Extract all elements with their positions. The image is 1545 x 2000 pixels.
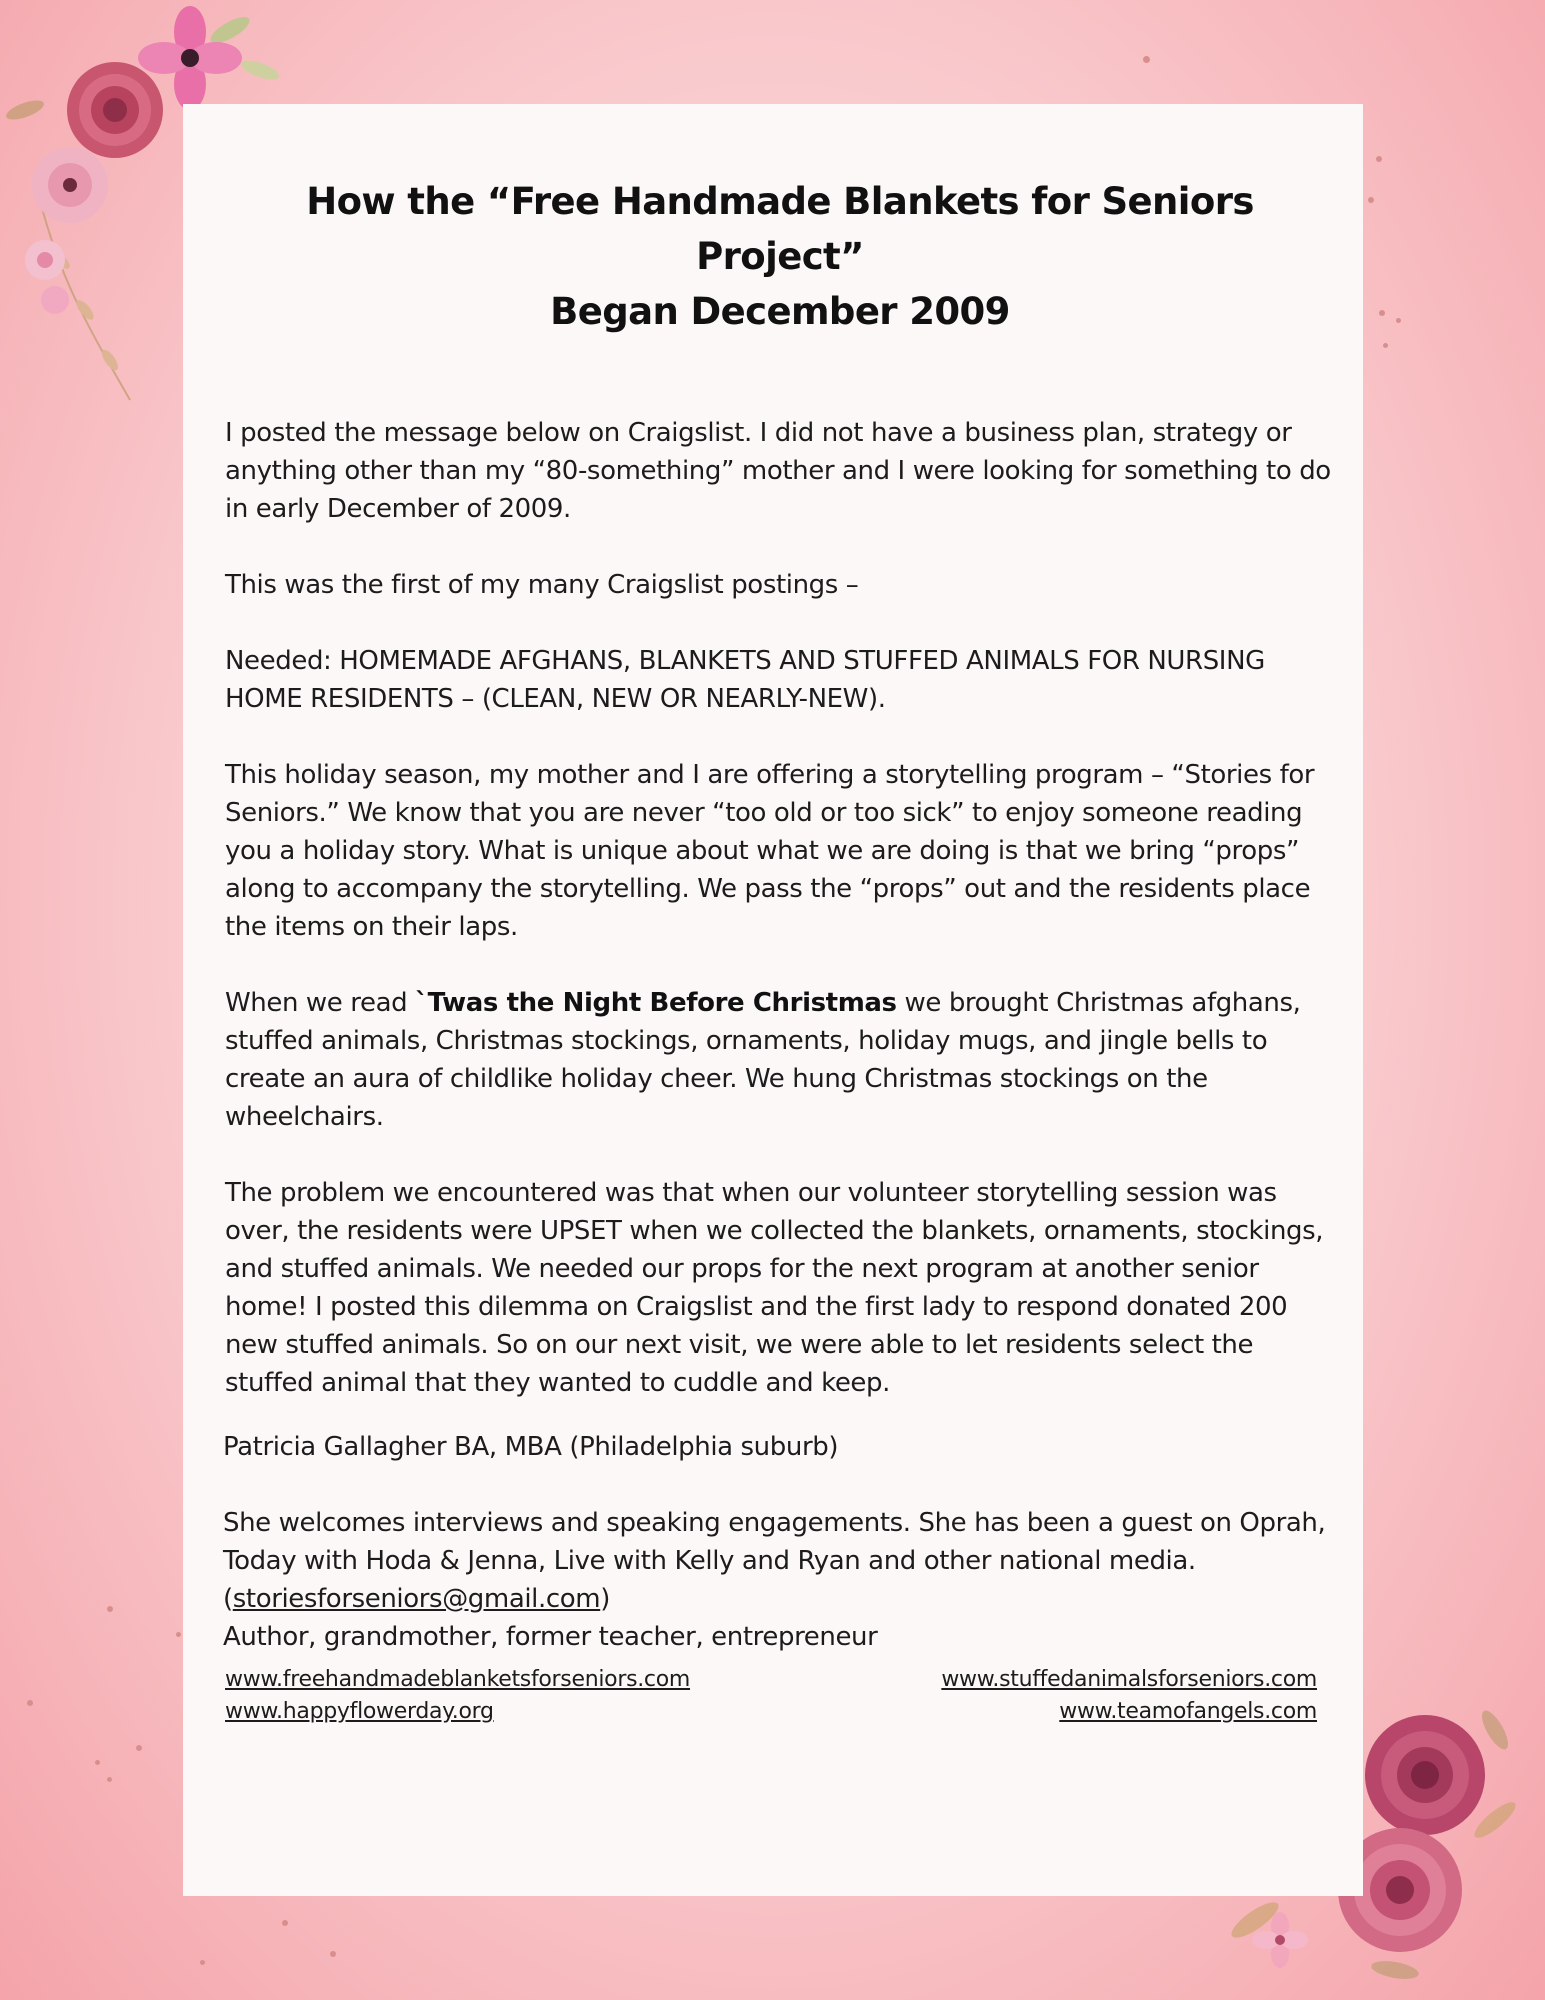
decor-dot bbox=[107, 1606, 113, 1612]
links-right-column bbox=[941, 1664, 1317, 1728]
title-line-2: Began December 2009 bbox=[550, 290, 1010, 333]
decor-dot bbox=[1376, 156, 1382, 162]
link-stuffed-animals[interactable]: www.stuffedanimalsforseniors.com bbox=[941, 1667, 1317, 1692]
decor-dot bbox=[176, 1632, 181, 1637]
decor-dot bbox=[282, 1920, 288, 1926]
document-card bbox=[183, 104, 1363, 1896]
decor-dot bbox=[27, 1700, 33, 1706]
website-links bbox=[225, 1664, 1317, 1728]
paragraph-problem: The problem we encountered was that when our volunteer storytelling session was over, the residents were UPSET when we collected the blankets, ornaments, stockings, and stuffed animals. We needed our props for the next program at another senior home! I posted this dilemma on Craigslist and the first lady to respond donated 200 new stuffed animals. So on our next visit, we were able to let residents select the stuffed animal that they wanted to cuddle and keep. bbox=[225, 1178, 1324, 1398]
paragraph-holiday-program: This holiday season, my mother and I are offering a storytelling program – “Stories for Seniors.” We know that you are never “too old or too sick” to enjoy someone reading you a holiday story. What is unique about what we are doing is that we bring “props” along to accompany the storytelling. We pass the “props” out and the residents place the items on their laps. bbox=[225, 760, 1315, 942]
decor-dot bbox=[330, 1951, 336, 1957]
page-title bbox=[225, 174, 1335, 339]
text-segment: ) bbox=[600, 1584, 610, 1614]
author-bio bbox=[223, 1504, 1335, 1656]
link-team-of-angels[interactable]: www.teamofangels.com bbox=[1059, 1699, 1317, 1724]
decor-dot bbox=[200, 1960, 205, 1965]
story-title: `Twas the Night Before Christmas bbox=[415, 988, 897, 1018]
text-segment: She welcomes interviews and speaking engagements. She has been a guest on Oprah, Today with Hoda & Jenna, Live with Kelly and Ryan and other national media. ( bbox=[223, 1508, 1326, 1614]
decor-dot bbox=[95, 1760, 100, 1765]
document-content bbox=[225, 174, 1335, 1656]
decor-dot bbox=[1379, 310, 1385, 316]
decor-dot bbox=[1143, 56, 1150, 63]
decor-dot bbox=[136, 1745, 142, 1751]
author-line: Patricia Gallagher BA, MBA (Philadelphia suburb) bbox=[223, 1432, 839, 1462]
paragraph-needed: Needed: HOMEMADE AFGHANS, BLANKETS AND STUFFED ANIMALS FOR NURSING HOME RESIDENTS – (CLEAN, NEW OR NEARLY-NEW). bbox=[225, 646, 1265, 714]
author-roles: Author, grandmother, former teacher, entrepreneur bbox=[223, 1622, 878, 1652]
paragraph-christmas-reading bbox=[225, 984, 1335, 1136]
decor-dot bbox=[1396, 318, 1401, 323]
links-left-column bbox=[225, 1664, 690, 1728]
link-free-handmade-blankets[interactable]: www.freehandmadeblanketsforseniors.com bbox=[225, 1667, 691, 1692]
title-line-1: How the “Free Handmade Blankets for Seniors Project” bbox=[306, 180, 1254, 278]
email-link[interactable]: storiesforseniors@gmail.com bbox=[232, 1584, 601, 1614]
decor-dot bbox=[1368, 197, 1374, 203]
text-segment: we brought Christmas afghans, stuffed animals, Christmas stockings, ornaments, holiday mugs, and jingle bells to create an aura of childlike holiday cheer. We hung Christmas stockings on the wheelchairs. bbox=[225, 988, 1301, 1132]
link-happy-flower-day[interactable]: www.happyflowerday.org bbox=[225, 1699, 494, 1724]
decor-dot bbox=[1383, 343, 1388, 348]
text-segment: When we read bbox=[225, 988, 416, 1018]
decor-dot bbox=[107, 1777, 112, 1782]
paragraph-first-posting: This was the first of my many Craigslist postings – bbox=[225, 570, 859, 600]
paragraph-intro: I posted the message below on Craigslist. I did not have a business plan, strategy or anything other than my “80-something” mother and I were looking for something to do in early December of 2009. bbox=[225, 418, 1331, 524]
